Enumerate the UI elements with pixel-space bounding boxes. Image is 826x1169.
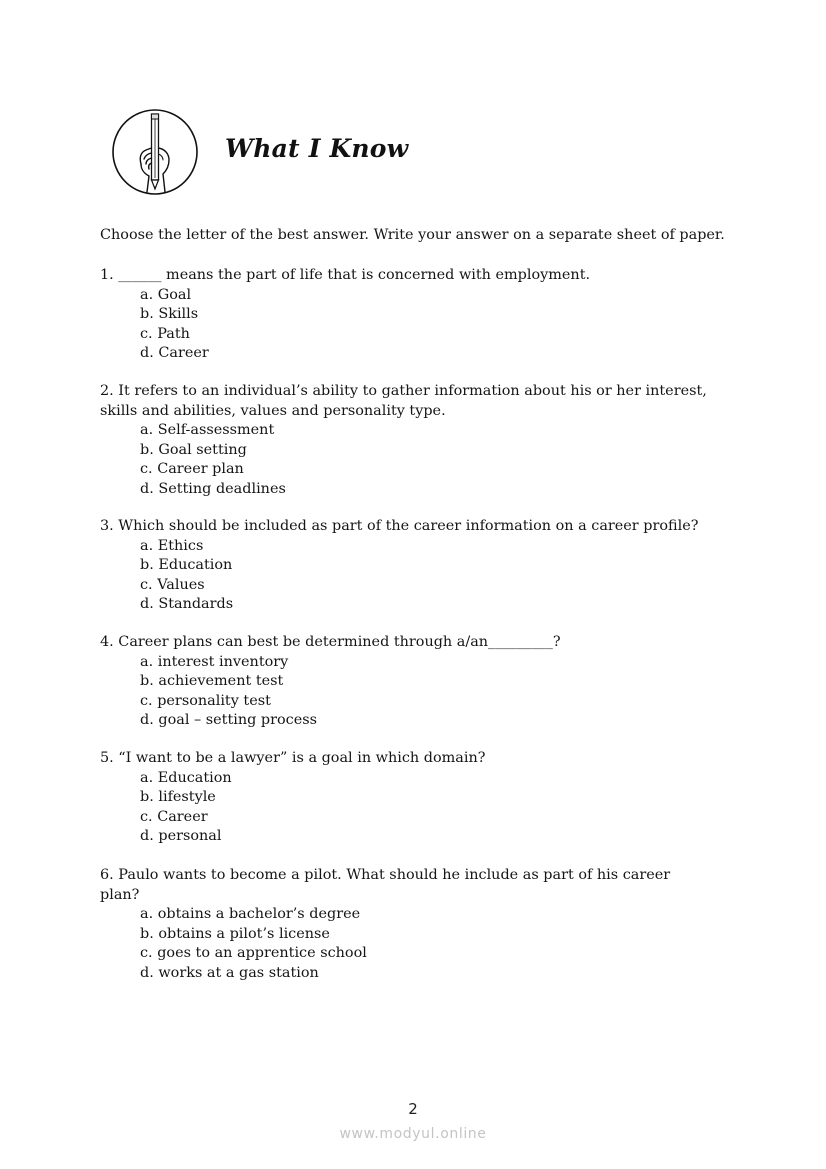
choice-b: b. Education <box>140 557 233 573</box>
choice-list <box>100 286 740 364</box>
hand-writing-pencil-icon <box>111 108 199 196</box>
choice-a: a. Ethics <box>140 537 204 554</box>
choice-c: c. Career <box>140 808 208 825</box>
choice-b: b. Skills <box>140 306 199 322</box>
choice-list <box>100 537 740 615</box>
choice-c: c. Values <box>140 576 205 593</box>
choice-c: c. Path <box>140 325 190 342</box>
choice-d: d. Standards <box>140 596 234 612</box>
choice-a: a. obtains a bachelor’s degree <box>140 906 361 922</box>
question-text-continued: plan? <box>100 886 140 903</box>
question-text: 5. “I want to be a lawyer” is a goal in which domain? <box>100 750 486 766</box>
choice-d: d. goal – setting process <box>140 712 317 728</box>
choice-d: d. personal <box>140 828 222 844</box>
choice-d: d. Setting deadlines <box>140 480 286 497</box>
page-number: 2 <box>408 1100 418 1118</box>
question-text: 3. Which should be included as part of the career information on a career profile? <box>100 518 699 534</box>
choice-d: d. Career <box>140 345 209 361</box>
choice-c: c. goes to an apprentice school <box>140 945 367 961</box>
question-text: 2. It refers to an individual’s ability to gather information about his or her interest, <box>100 383 707 399</box>
question-3 <box>100 517 740 615</box>
choice-b: b. lifestyle <box>140 789 216 805</box>
question-1 <box>100 266 740 364</box>
choice-b: b. achievement test <box>140 673 284 689</box>
choice-c: c. Career plan <box>140 461 244 477</box>
choice-a: a. Education <box>140 769 232 786</box>
question-text: 4. Career plans can best be determined through a/an_________? <box>100 634 561 650</box>
instructions: Choose the letter of the best answer. Write your answer on a separate sheet of paper. <box>100 227 725 243</box>
choice-a: a. Self-assessment <box>140 422 275 438</box>
question-4 <box>100 633 740 731</box>
choice-list <box>100 653 740 731</box>
choice-b: b. Goal setting <box>140 441 247 458</box>
watermark: www.modyul.online <box>339 1126 487 1142</box>
question-text: 6. Paulo wants to become a pilot. What should he include as part of his career <box>100 867 671 883</box>
choice-a: a. interest inventory <box>140 653 289 670</box>
choice-list <box>100 905 740 983</box>
choice-c: c. personality test <box>140 692 271 709</box>
question-6 <box>100 866 740 983</box>
choice-list <box>100 769 740 847</box>
choice-d: d. works at a gas station <box>140 964 319 981</box>
choice-list <box>100 421 740 499</box>
question-5 <box>100 749 740 847</box>
choice-b: b. obtains a pilot’s license <box>140 925 330 942</box>
choice-a: a. Goal <box>140 286 192 303</box>
question-2 <box>100 382 740 499</box>
section-title: What I Know <box>225 134 409 163</box>
question-text: 1. ______ means the part of life that is concerned with employment. <box>100 267 591 283</box>
question-text-continued: skills and abilities, values and personality type. <box>100 402 446 419</box>
